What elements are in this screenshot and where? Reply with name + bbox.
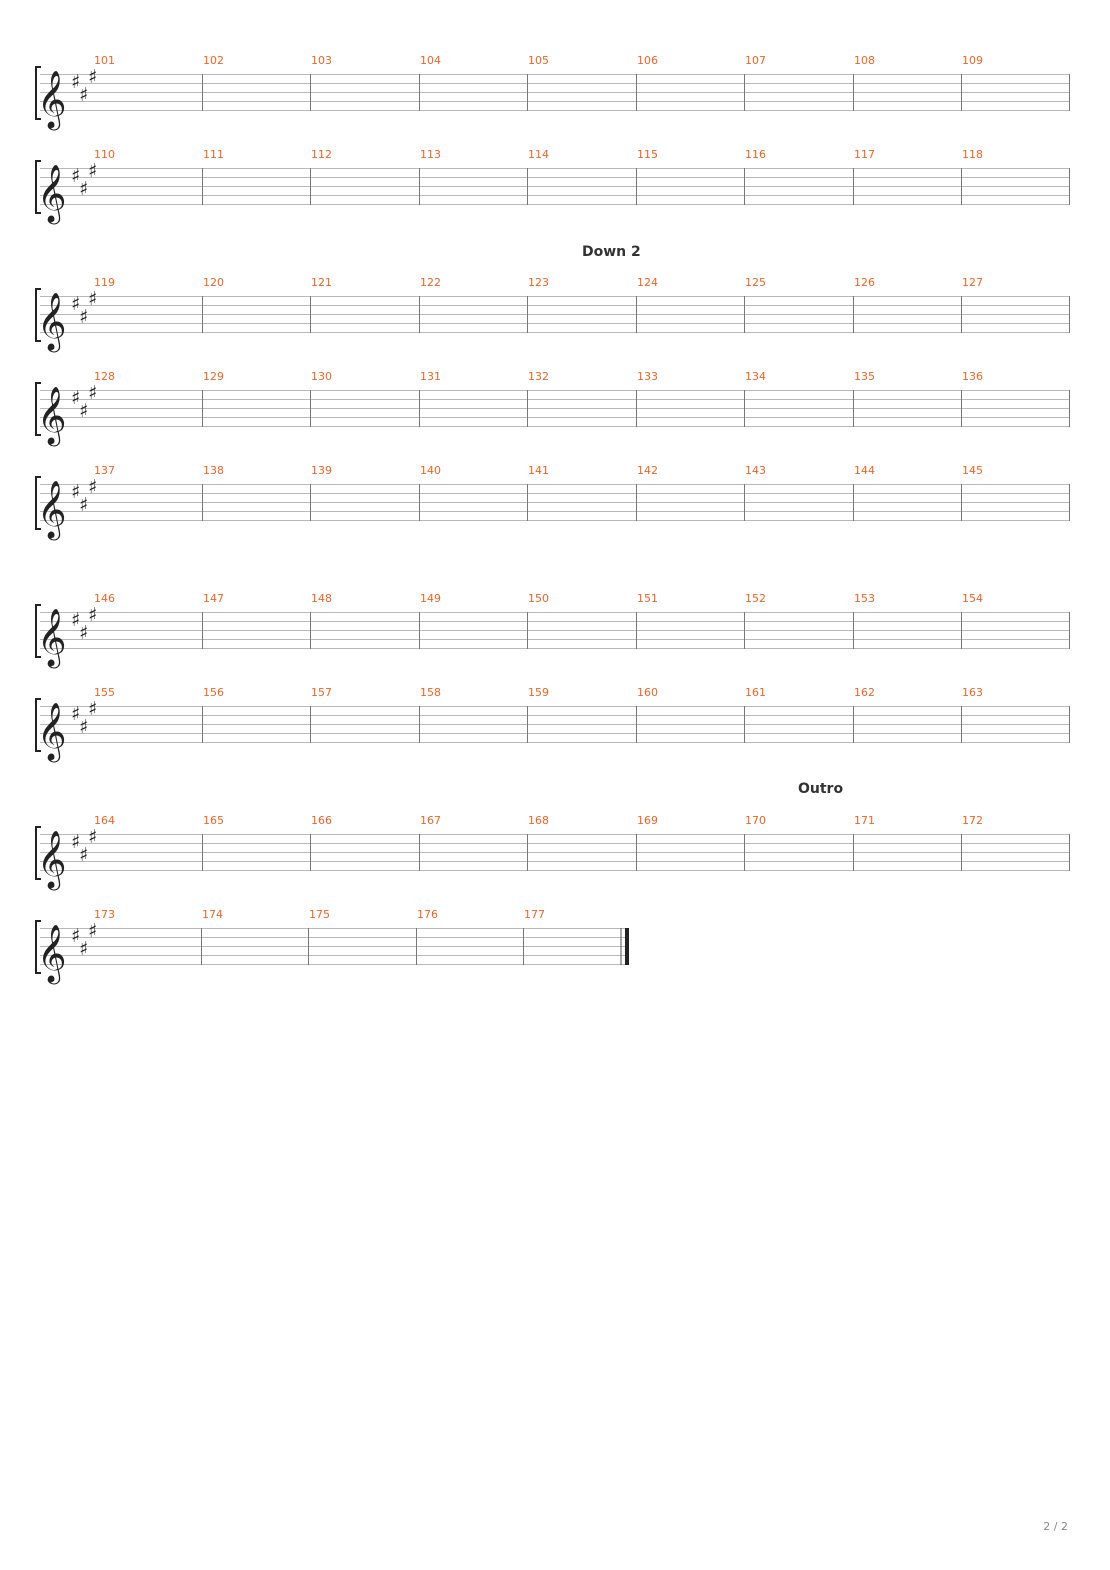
- measure-number: 132: [528, 370, 549, 383]
- sharp-icon: ♯: [79, 494, 89, 516]
- measure-number: 165: [203, 814, 224, 827]
- measure-number: 147: [203, 592, 224, 605]
- sharp-icon: ♯: [71, 387, 81, 409]
- sharp-icon: ♯: [88, 382, 98, 404]
- measure-number: 152: [745, 592, 766, 605]
- measure-number: 172: [962, 814, 983, 827]
- staff-system: [0, 686, 1110, 766]
- measure-number: 144: [854, 464, 875, 477]
- measure-number: 162: [854, 686, 875, 699]
- measure-number: 107: [745, 54, 766, 67]
- treble-clef-icon: 𝄞: [37, 608, 67, 666]
- sharp-icon: ♯: [79, 716, 89, 738]
- measure-number: 135: [854, 370, 875, 383]
- measure-number: 160: [637, 686, 658, 699]
- measure-number: 105: [528, 54, 549, 67]
- sharp-icon: ♯: [79, 306, 89, 328]
- sharp-icon: ♯: [71, 293, 81, 315]
- measure-number: 164: [94, 814, 115, 827]
- measure-number: 112: [311, 148, 332, 161]
- sharp-icon: ♯: [88, 160, 98, 182]
- measure-number: 139: [311, 464, 332, 477]
- measure-number: 159: [528, 686, 549, 699]
- measure-number: 148: [311, 592, 332, 605]
- measure-number: 177: [524, 908, 545, 921]
- measure-number: 115: [637, 148, 658, 161]
- sharp-icon: ♯: [88, 920, 98, 942]
- section-label: Outro: [798, 781, 844, 797]
- measure-number: 131: [420, 370, 441, 383]
- treble-clef-icon: 𝄞: [37, 702, 67, 760]
- measure-number: 104: [420, 54, 441, 67]
- sharp-icon: ♯: [88, 288, 98, 310]
- staff: [0, 686, 1110, 766]
- staff: [0, 592, 1110, 672]
- measure-number: 167: [420, 814, 441, 827]
- measure-number: 158: [420, 686, 441, 699]
- treble-clef-icon: 𝄞: [37, 386, 67, 444]
- staff-system: [0, 54, 1110, 134]
- measure-number: 157: [311, 686, 332, 699]
- measure-number: 103: [311, 54, 332, 67]
- measure-number: 155: [94, 686, 115, 699]
- staff-system: [0, 908, 1110, 988]
- measure-number: 138: [203, 464, 224, 477]
- measure-number: 126: [854, 276, 875, 289]
- measure-number: 161: [745, 686, 766, 699]
- staff: [0, 370, 1110, 450]
- measure-number: 142: [637, 464, 658, 477]
- measure-number: 156: [203, 686, 224, 699]
- measure-number: 102: [203, 54, 224, 67]
- staff-system: [0, 592, 1110, 672]
- measure-number: 143: [745, 464, 766, 477]
- sharp-icon: ♯: [88, 66, 98, 88]
- staff: [0, 814, 1110, 894]
- measure-number: 151: [637, 592, 658, 605]
- measure-number: 110: [94, 148, 115, 161]
- measure-number: 101: [94, 54, 115, 67]
- measure-number: 168: [528, 814, 549, 827]
- staff: [0, 464, 1110, 544]
- measure-number: 133: [637, 370, 658, 383]
- sharp-icon: ♯: [71, 481, 81, 503]
- sharp-icon: ♯: [71, 925, 81, 947]
- measure-number: 136: [962, 370, 983, 383]
- measure-number: 111: [203, 148, 224, 161]
- measure-number: 119: [94, 276, 115, 289]
- measure-number: 117: [854, 148, 875, 161]
- measure-number: 171: [854, 814, 875, 827]
- measure-number: 134: [745, 370, 766, 383]
- staff-system: [0, 276, 1110, 356]
- sharp-icon: ♯: [88, 476, 98, 498]
- staff: [0, 276, 1110, 356]
- sharp-icon: ♯: [79, 84, 89, 106]
- measure-number: 122: [420, 276, 441, 289]
- sharp-icon: ♯: [79, 844, 89, 866]
- measure-number: 174: [202, 908, 223, 921]
- measure-number: 175: [309, 908, 330, 921]
- staff: [0, 908, 1110, 988]
- treble-clef-icon: 𝄞: [37, 292, 67, 350]
- measure-number: 154: [962, 592, 983, 605]
- sharp-icon: ♯: [71, 71, 81, 93]
- sharp-icon: ♯: [71, 831, 81, 853]
- treble-clef-icon: 𝄞: [37, 480, 67, 538]
- measure-number: 125: [745, 276, 766, 289]
- sharp-icon: ♯: [88, 604, 98, 626]
- sharp-icon: ♯: [88, 826, 98, 848]
- measure-number: 166: [311, 814, 332, 827]
- sharp-icon: ♯: [79, 400, 89, 422]
- measure-number: 128: [94, 370, 115, 383]
- sharp-icon: ♯: [88, 698, 98, 720]
- sharp-icon: ♯: [79, 622, 89, 644]
- treble-clef-icon: 𝄞: [37, 70, 67, 128]
- sharp-icon: ♯: [79, 178, 89, 200]
- measure-number: 163: [962, 686, 983, 699]
- measure-number: 141: [528, 464, 549, 477]
- measure-number: 120: [203, 276, 224, 289]
- measure-number: 127: [962, 276, 983, 289]
- staff-system: [0, 814, 1110, 894]
- sharp-icon: ♯: [71, 703, 81, 725]
- staff-system: [0, 464, 1110, 544]
- measure-number: 149: [420, 592, 441, 605]
- measure-number: 113: [420, 148, 441, 161]
- final-barline: [625, 928, 629, 965]
- measure-number: 106: [637, 54, 658, 67]
- measure-number: 130: [311, 370, 332, 383]
- measure-number: 140: [420, 464, 441, 477]
- staff: [0, 54, 1110, 134]
- measure-number: 145: [962, 464, 983, 477]
- staff-system: [0, 370, 1110, 450]
- measure-number: 108: [854, 54, 875, 67]
- measure-number: 121: [311, 276, 332, 289]
- measure-number: 170: [745, 814, 766, 827]
- measure-number: 146: [94, 592, 115, 605]
- measure-number: 153: [854, 592, 875, 605]
- staff: [0, 148, 1110, 228]
- sharp-icon: ♯: [71, 609, 81, 631]
- page-number: 2 / 2: [1043, 1520, 1068, 1533]
- measure-number: 137: [94, 464, 115, 477]
- measure-number: 109: [962, 54, 983, 67]
- treble-clef-icon: 𝄞: [37, 164, 67, 222]
- measure-number: 114: [528, 148, 549, 161]
- measure-number: 176: [417, 908, 438, 921]
- measure-number: 150: [528, 592, 549, 605]
- staff-system: [0, 148, 1110, 228]
- treble-clef-icon: 𝄞: [37, 924, 67, 982]
- treble-clef-icon: 𝄞: [37, 830, 67, 888]
- measure-number: 116: [745, 148, 766, 161]
- measure-number: 169: [637, 814, 658, 827]
- measure-number: 173: [94, 908, 115, 921]
- section-label: Down 2: [582, 244, 641, 260]
- measure-number: 124: [637, 276, 658, 289]
- sharp-icon: ♯: [71, 165, 81, 187]
- sharp-icon: ♯: [79, 938, 89, 960]
- measure-number: 118: [962, 148, 983, 161]
- measure-number: 123: [528, 276, 549, 289]
- measure-number: 129: [203, 370, 224, 383]
